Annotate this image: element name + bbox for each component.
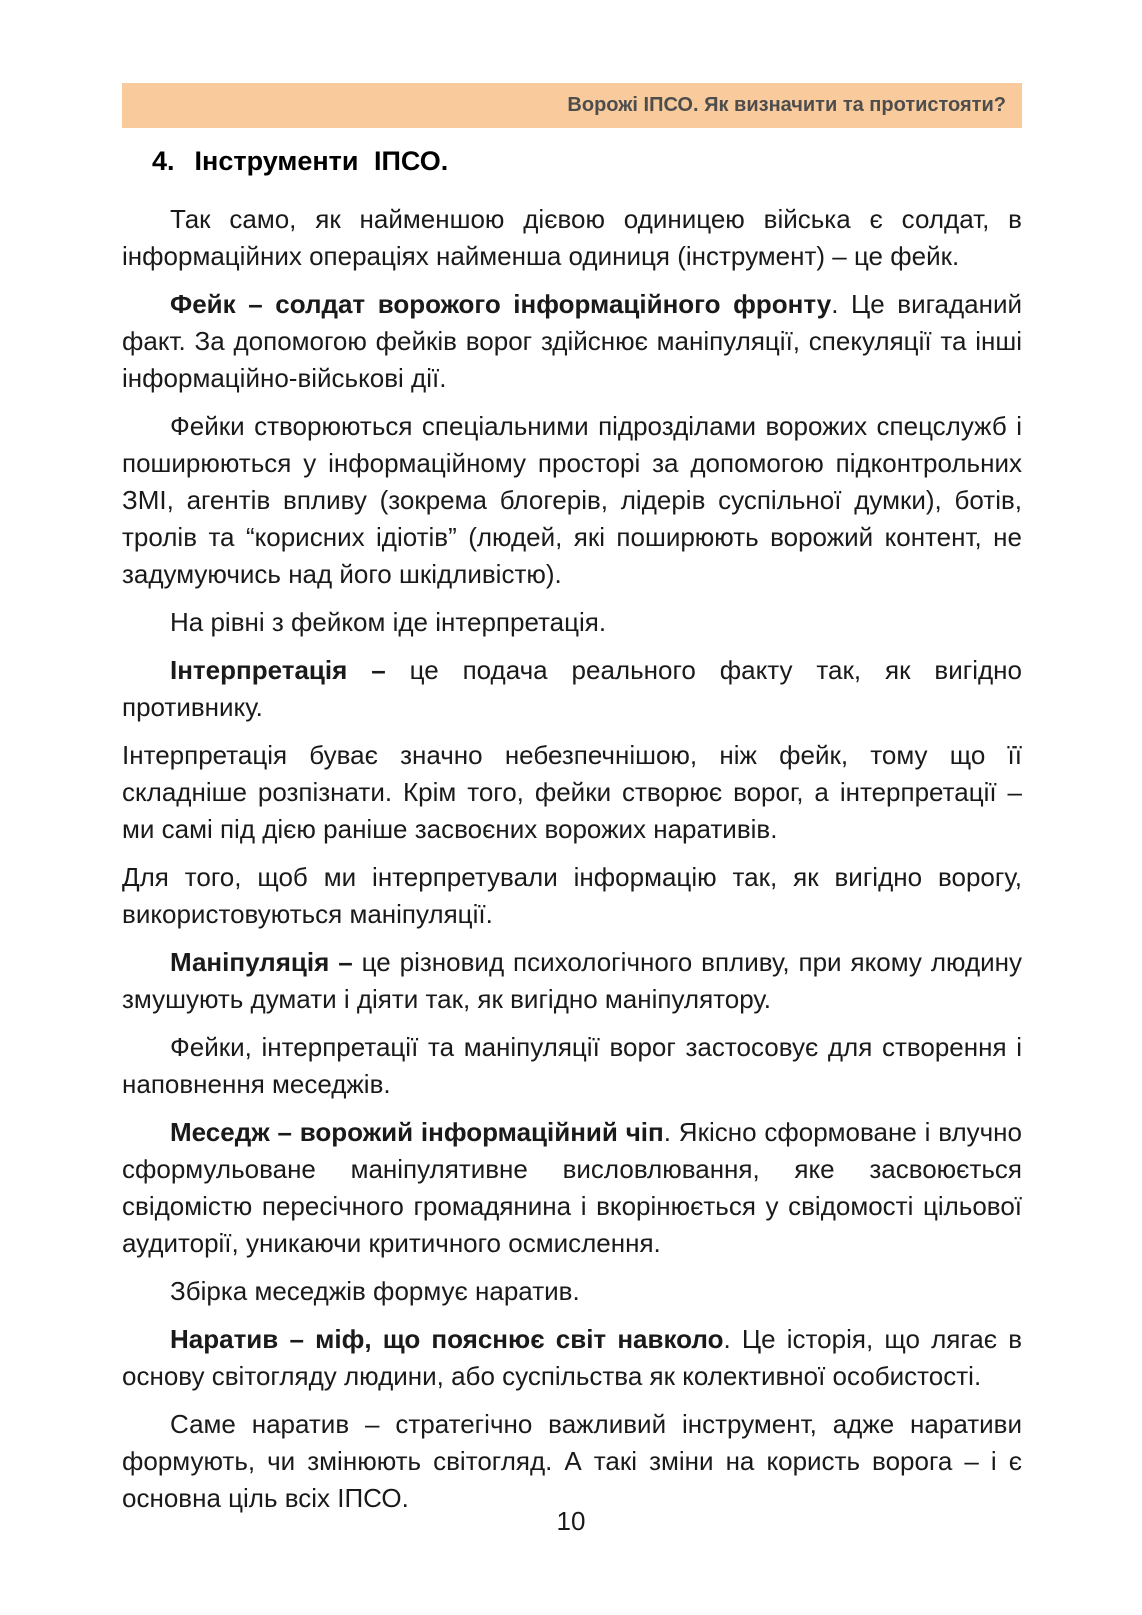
paragraph-text: це подача реального факту так, як вигідно противнику. — [122, 655, 1022, 722]
paragraph-lead-bold: Меседж – ворожий інформаційний чіп — [170, 1117, 664, 1147]
body-paragraph — [122, 859, 1022, 933]
paragraph-text: . Це вигаданий факт. За допомогою фейків ворог здійснює маніпуляції, спекуляції та інші інформаційно-військові дії. — [122, 289, 1022, 393]
body-paragraph — [122, 1321, 1022, 1395]
body-paragraph — [122, 1406, 1022, 1517]
paragraph-text: Збірка меседжів формує наратив. — [170, 1276, 580, 1306]
section-title: Інструменти ІПСО. — [194, 146, 449, 176]
page-number: 10 — [556, 1506, 586, 1536]
paragraph-text: Так само, як найменшою дієвою одиницею війська є солдат, в інформаційних операціях найменша одиниця (інструмент) – це фейк. — [122, 204, 1022, 271]
paragraph-lead-bold: Інтерпретація – — [170, 655, 386, 685]
body-paragraph — [122, 1114, 1022, 1262]
paragraph-text: це різновид психологічного впливу, при якому людину змушують думати і діяти так, як вигідно маніпулятору. — [122, 947, 1023, 1014]
paragraph-text: . Якісно сформоване і влучно сформульоване маніпулятивне висловлювання, яке засвоюється свідомістю пересічного громадянина і вкорінюється у свідомості цільової аудиторії, уникаючи критичного осмислення. — [122, 1117, 1023, 1258]
paragraph-text: . Це історія, що лягає в основу світогляду людини, або суспільства як колективної особистості. — [122, 1324, 1023, 1391]
body-paragraph — [122, 652, 1022, 726]
body-paragraph — [122, 944, 1022, 1018]
body-paragraph — [122, 737, 1022, 848]
paragraph-lead-bold: Фейк – солдат ворожого інформаційного фронту — [170, 289, 832, 319]
section-heading — [152, 146, 1022, 177]
section-number: 4. — [152, 146, 175, 176]
paragraph-text: Інтерпретація буває значно небезпечнішою, ніж фейк, тому що її складніше розпізнати. Крім того, фейки створює ворог, а інтерпретації – ми самі під дією раніше засвоєних ворожих наративів. — [122, 740, 1022, 844]
header-banner — [122, 83, 1022, 128]
paragraph-text: Фейки створюються спеціальними підрозділами ворожих спецслужб і поширюються у інформаційному просторі за допомогою підконтрольних ЗМІ, агентів впливу (зокрема блогерів, лідерів суспільної думки), ботів, тролів та “корисних ідіотів” (людей, які поширюють ворожий контент, не задумуючись над його шкідливістю). — [122, 411, 1022, 589]
page-content — [122, 146, 1022, 1528]
header-banner-text: Ворожі ІПСО. Як визначити та протистояти? — [567, 94, 1006, 116]
paragraph-lead-bold: Маніпуляція – — [170, 947, 353, 977]
paragraph-lead-bold: Наратив – міф, що пояснює світ навколо — [170, 1324, 724, 1354]
paragraph-text: Саме наратив – стратегічно важливий інструмент, адже наративи формують, чи змінюють світогляд. А такі зміни на користь ворога – і є основна ціль всіх ІПСО. — [122, 1409, 1022, 1513]
body-paragraph — [122, 1273, 1022, 1310]
body-paragraph — [122, 286, 1022, 397]
body-paragraph — [122, 1029, 1022, 1103]
body-paragraph — [122, 604, 1022, 641]
paragraph-text: На рівні з фейком іде інтерпретація. — [170, 607, 607, 637]
paragraph-text: Для того, щоб ми інтерпретували інформацію так, як вигідно ворогу, використовуються маніпуляції. — [122, 862, 1022, 929]
body-paragraph — [122, 408, 1022, 593]
body-paragraph — [122, 201, 1022, 275]
paragraph-text: Фейки, інтерпретації та маніпуляції ворог застосовує для створення і наповнення меседжів. — [122, 1032, 1022, 1099]
